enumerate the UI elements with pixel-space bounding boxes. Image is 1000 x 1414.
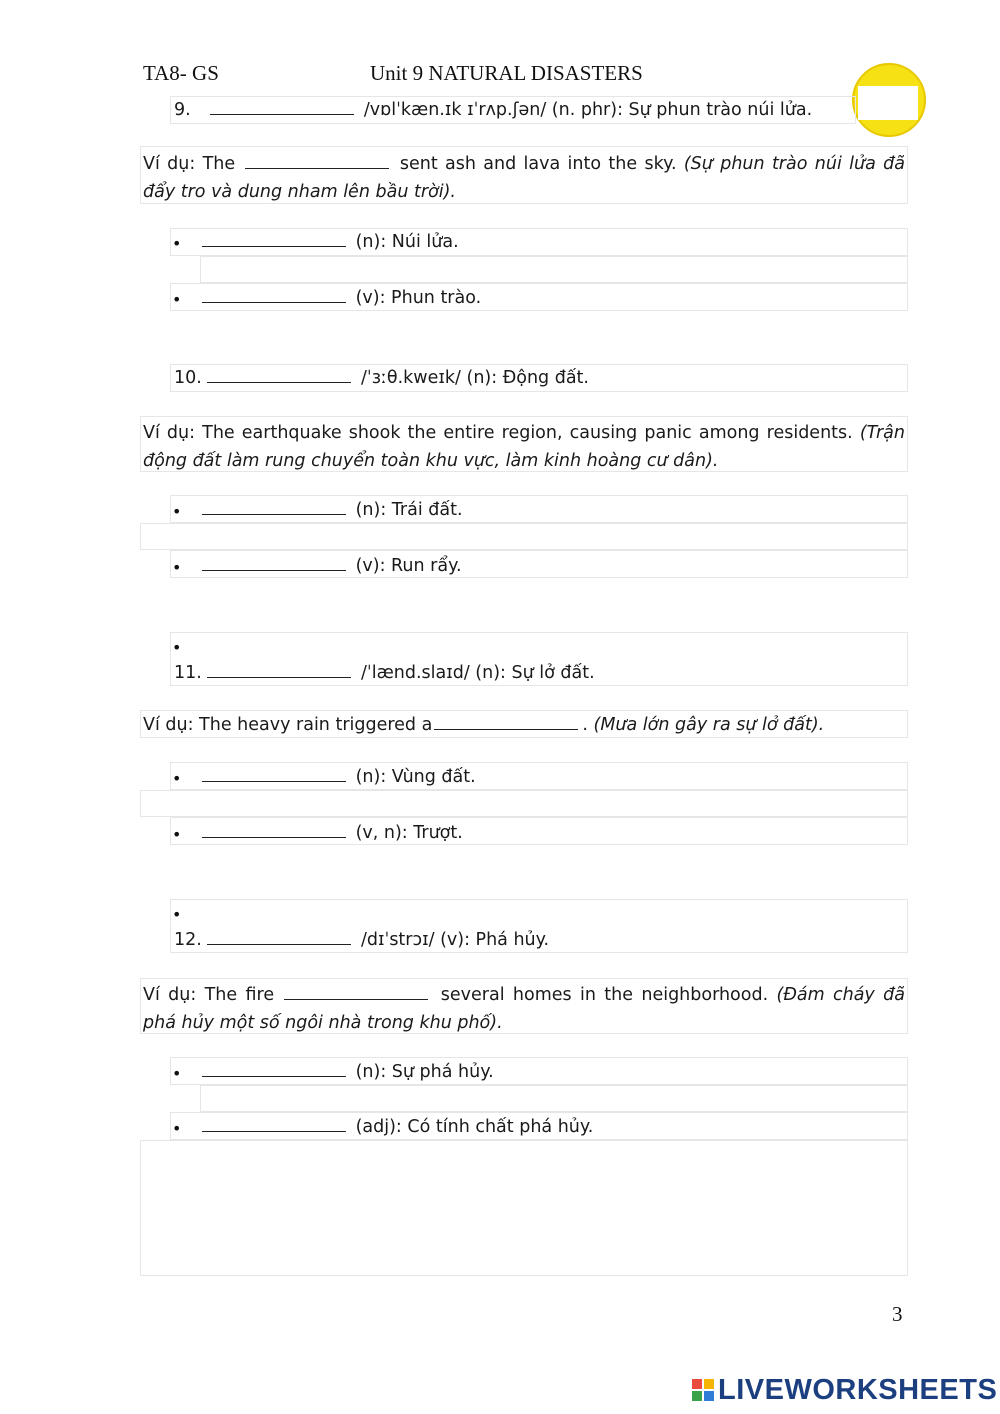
- bullet: •: [172, 638, 182, 657]
- entry-9-related-1-blank-input[interactable]: [202, 232, 346, 247]
- bullet: •: [172, 769, 182, 788]
- entry-11-line: [174, 662, 595, 684]
- bullet: •: [172, 1064, 182, 1083]
- entry-10-example-text: Ví dụ: The earthquake shook the entire region, causing panic among residents.: [143, 423, 853, 443]
- entry-12-line: [174, 929, 549, 951]
- entry-10-phonetic: /ˈɜːθ.kweɪk/ (n): Động đất.: [361, 368, 589, 388]
- entry-11-number: 11.: [174, 663, 202, 683]
- bullet: •: [172, 825, 182, 844]
- entry-12-example: [143, 981, 905, 1037]
- entry-12-related-1-blank-input[interactable]: [202, 1062, 346, 1077]
- entry-9-number: 9.: [174, 100, 191, 120]
- entry-9-related-1-text: (n): Núi lửa.: [355, 232, 459, 252]
- entry-12-related-1: [200, 1061, 494, 1083]
- entry-11-spacer-box: [140, 790, 908, 817]
- entry-9-example-suffix: sent ash and lava into the sky.: [399, 154, 677, 174]
- page-number: 3: [892, 1302, 903, 1326]
- entry-9-related-2: [200, 287, 481, 309]
- bullet: •: [172, 502, 182, 521]
- entry-11-example-translation: (Mưa lớn gây ra sự lở đất).: [593, 715, 825, 735]
- entry-9-related-2-text: (v): Phun trào.: [355, 288, 482, 308]
- liveworksheets-icon: [692, 1379, 714, 1401]
- liveworksheets-brand[interactable]: LIVEWORKSHEETS: [718, 1374, 998, 1406]
- entry-11-related-2-blank-input[interactable]: [202, 823, 346, 838]
- entry-11-example-suffix: .: [582, 715, 588, 735]
- header-left: TA8- GS: [143, 61, 219, 85]
- entry-12-example-blank-input[interactable]: [284, 985, 428, 1000]
- entry-11-related-1-blank-input[interactable]: [202, 767, 346, 782]
- entry-10-related-1-blank-input[interactable]: [202, 500, 346, 515]
- entry-10-number: 10.: [174, 368, 202, 388]
- entry-9-spacer-box: [200, 256, 908, 283]
- entry-10-related-2-blank-input[interactable]: [202, 556, 346, 571]
- entry-11-phonetic: /ˈlænd.slaɪd/ (n): Sự lở đất.: [361, 663, 595, 683]
- entry-9-example: [143, 150, 905, 206]
- entry-10-blank-input[interactable]: [207, 368, 351, 383]
- entry-12-example-translation: (Đám cháy đã phá hủy một số ngôi nhà trong khu phố).: [143, 985, 905, 1033]
- entry-11-blank-input[interactable]: [207, 663, 351, 678]
- entry-10-related-2: [200, 555, 462, 577]
- entry-10-related-2-text: (v): Run rẩy.: [355, 556, 462, 576]
- entry-9-example-blank-input[interactable]: [245, 154, 389, 169]
- entry-10-related-1-text: (n): Trái đất.: [355, 500, 463, 520]
- entry-12-blank-input[interactable]: [207, 930, 351, 945]
- entry-10-line: [174, 367, 589, 389]
- entry-12-related-2-blank-input[interactable]: [202, 1117, 346, 1132]
- entry-12-example-prefix: Ví dụ: The fire: [143, 985, 275, 1005]
- entry-11-related-1-text: (n): Vùng đất.: [355, 767, 476, 787]
- entry-11-related-1: [200, 766, 476, 788]
- bullet: •: [172, 234, 182, 253]
- entry-11-related-2: [200, 822, 463, 844]
- entry-9-phonetic: /vɒlˈkæn.ɪk ɪˈrʌp.ʃən/ (n. phr): Sự phun trào núi lửa.: [363, 100, 813, 120]
- bullet: •: [172, 290, 182, 309]
- entry-9-related-1: [200, 231, 459, 253]
- entry-10-example: [143, 419, 905, 475]
- entry-11-example: [143, 714, 824, 736]
- header-title: Unit 9 NATURAL DISASTERS: [370, 61, 643, 85]
- entry-12-phonetic: /dɪˈstrɔɪ/ (v): Phá hủy.: [361, 930, 550, 950]
- entry-12-example-suffix: several homes in the neighborhood.: [440, 985, 769, 1005]
- entry-12-related-2: [200, 1116, 593, 1138]
- bullet: •: [172, 905, 182, 924]
- entry-9-example-translation: (Sự phun trào núi lửa đã đẩy tro và dung nham lên bầu trời).: [143, 154, 905, 202]
- entry-12-related-1-text: (n): Sự phá hủy.: [355, 1062, 494, 1082]
- entry-10-spacer-box: [140, 523, 908, 550]
- entry-11-related-2-text: (v, n): Trượt.: [355, 823, 463, 843]
- entry-12-related-2-text: (adj): Có tính chất phá hủy.: [355, 1117, 594, 1137]
- entry-11-example-prefix: Ví dụ: The heavy rain triggered a: [143, 715, 433, 735]
- logo-cover: [858, 86, 918, 120]
- entry-9-line: [174, 99, 812, 121]
- bullet: •: [172, 558, 182, 577]
- entry-12-spacer-box: [200, 1085, 908, 1112]
- bullet: •: [172, 1119, 182, 1138]
- entry-12-number: 12.: [174, 930, 202, 950]
- entry-9-blank-input[interactable]: [210, 100, 354, 115]
- entry-9-related-2-blank-input[interactable]: [202, 288, 346, 303]
- entry-10-example-translation: (Trận động đất làm rung chuyển toàn khu vực, làm kinh hoàng cư dân).: [143, 423, 905, 471]
- entry-11-example-blank-input[interactable]: [434, 715, 578, 730]
- entry-9-example-prefix: Ví dụ: The: [143, 154, 236, 174]
- empty-answer-area: [140, 1140, 908, 1276]
- entry-10-related-1: [200, 499, 463, 521]
